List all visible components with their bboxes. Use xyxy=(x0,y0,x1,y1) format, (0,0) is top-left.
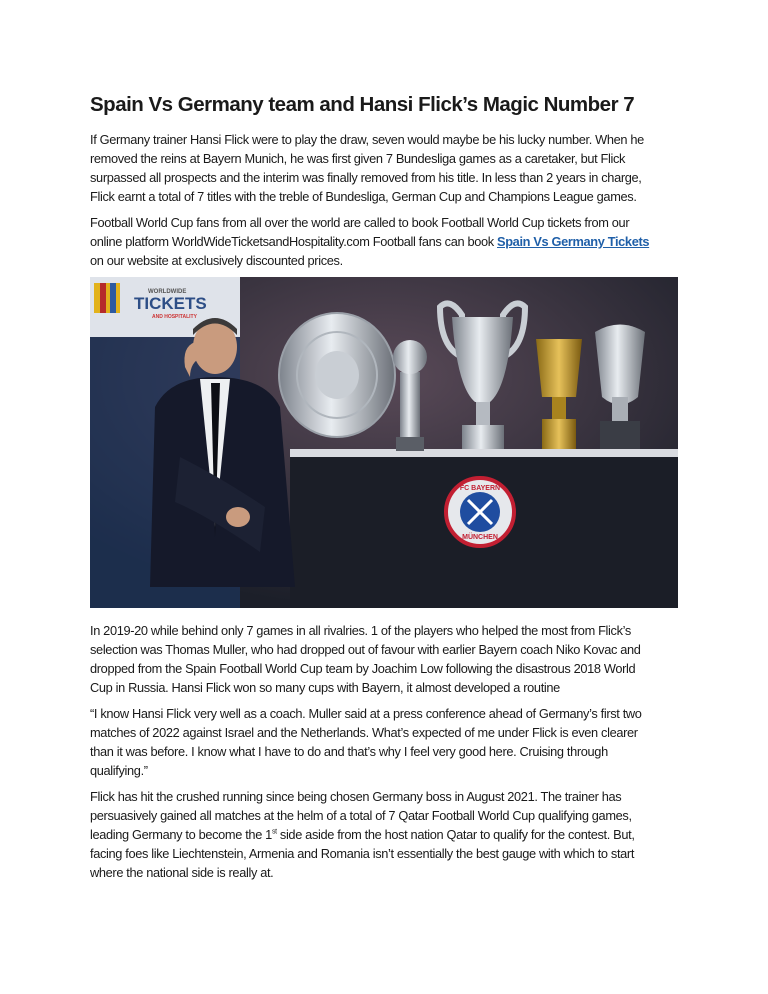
text-line: facing foes like Liechtenstein, Armenia and Romania isn’t essentially the best gauge with which to start xyxy=(90,846,635,861)
text-line: Cup in Russia. Hansi Flick won so many cups with Bayern, it almost developed a routine xyxy=(90,680,560,695)
text-line: Flick earnt a total of 7 titles with the treble of Bundesliga, German Cup and Champions League games. xyxy=(90,189,637,204)
text-line: qualifying.” xyxy=(90,763,148,778)
logo-top-text: WORLDWIDE xyxy=(148,289,187,295)
text-line: than it was before. I know what I have to do and that’s why I feel very good here. Cruising through xyxy=(90,744,608,759)
text-line: matches of 2022 against Israel and the Netherlands. What’s expected of me under Flick is even clearer xyxy=(90,725,638,740)
logo-main-text: TICKETS xyxy=(134,294,207,313)
crest-text-top: FC BAYERN xyxy=(459,485,501,492)
crest-text-bottom: MÜNCHEN xyxy=(462,534,498,541)
logo-sub-text: AND HOSPITALITY xyxy=(152,314,197,320)
text-line: removed the reins at Bayern Munich, he was first given 7 Bundesliga games as a caretaker, but Flick xyxy=(90,151,626,166)
text-line xyxy=(90,232,690,251)
text-line: In 2019-20 while behind only 7 games in all rivalries. 1 of the players who helped the most from Flick’s xyxy=(90,623,631,638)
ordinal-suffix: st xyxy=(271,828,277,836)
paragraph-intro xyxy=(90,130,690,206)
text-fragment: side aside from the host nation Qatar to qualify for the contest. But, xyxy=(276,827,635,842)
text-line: “I know Hansi Flick very well as a coach. Muller said at a press conference ahead of Germany’s first two xyxy=(90,706,642,721)
text-line xyxy=(90,825,690,844)
text-fragment: leading Germany to become the 1 xyxy=(90,827,272,842)
text-line: If Germany trainer Hansi Flick were to play the draw, seven would maybe be his lucky number. When he xyxy=(90,132,644,147)
text-line: where the national side is really at. xyxy=(90,865,274,880)
trophy-photo xyxy=(90,277,678,608)
text-line: Football World Cup fans from all over the world are called to book Football World Cup tickets from our xyxy=(90,215,630,230)
spain-vs-germany-tickets-link[interactable]: Spain Vs Germany Tickets xyxy=(497,234,650,249)
uefa-supercup xyxy=(595,325,645,405)
text-line: on our website at exclusively discounted prices. xyxy=(90,253,343,268)
photo-illustration xyxy=(90,277,678,608)
paragraph-booking xyxy=(90,213,690,270)
text-line: Flick has hit the crushed running since being chosen Germany boss in August 2021. The trainer has xyxy=(90,789,622,804)
paragraph-qualifying xyxy=(90,787,690,882)
paragraph-quote xyxy=(90,704,690,780)
article-title: Spain Vs Germany team and Hansi Flick’s Magic Number 7 xyxy=(90,93,635,116)
supercup-trophy xyxy=(400,372,420,442)
text-line: surpassed all prospects and the interim was finally removed from his title. In less than 2 years in charge, xyxy=(90,170,642,185)
text-fragment: online platform WorldWideTicketsandHospitality.com Football fans can book xyxy=(90,234,498,249)
text-line: persuasively gained all matches at the helm of a total of 7 Qatar Football World Cup qualifying games, xyxy=(90,808,632,823)
text-line: dropped from the Spain Football World Cup team by Joachim Low following the disastrous 2018 World xyxy=(90,661,636,676)
text-line: selection was Thomas Muller, who had dropped out of favour with earlier Bayern coach Niko Kovac and xyxy=(90,642,641,657)
paragraph-muller xyxy=(90,621,690,697)
dfb-pokal xyxy=(536,339,582,397)
